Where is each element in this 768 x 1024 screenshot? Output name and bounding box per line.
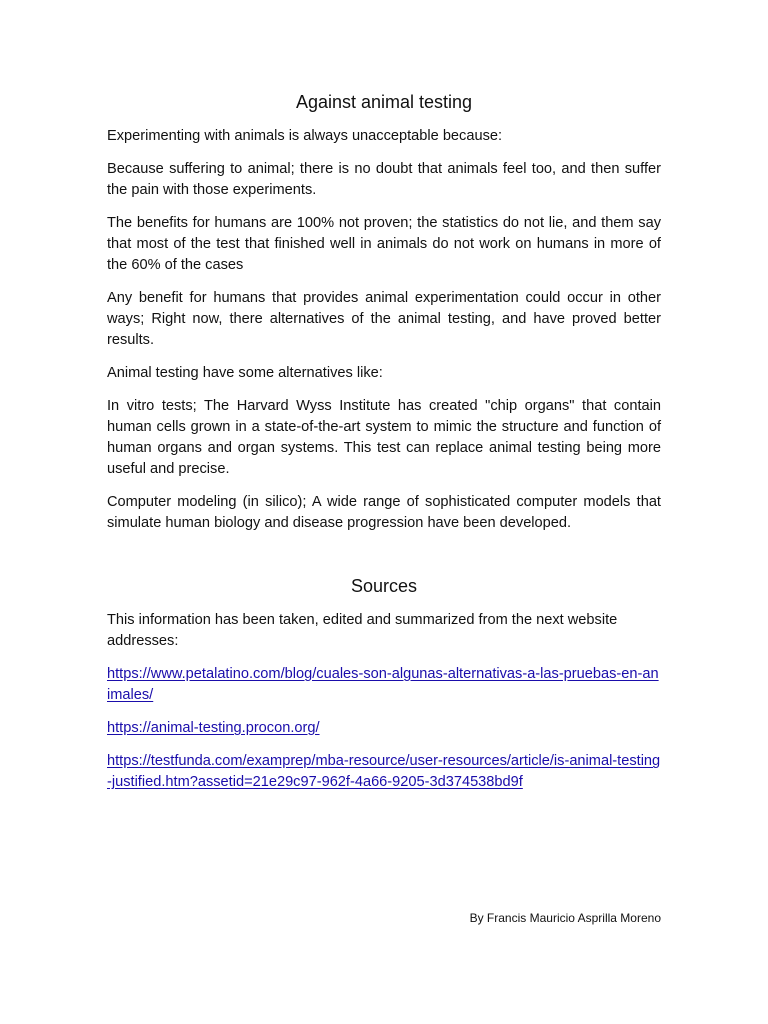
- sources-intro-paragraph: This information has been taken, edited and summarized from the next website addresses:: [107, 611, 618, 649]
- sources-heading: Sources: [350, 575, 418, 596]
- source-link-petalatino[interactable]: https://www.petalatino.com/blog/cuales-son-algunas-alternativas-a-las-pruebas-en-animales/: [107, 665, 659, 703]
- alternatives-intro-paragraph: Animal testing have some alternatives like:: [107, 365, 383, 382]
- in-vitro-paragraph: In vitro tests; The Harvard Wyss Institute has created "chip organs" that contain human cells grown in a state-of-the-art system to mimic the structure and function of human organs and organ systems. This test can replace animal testing being more useful and precise.: [107, 398, 661, 477]
- author-signature: By Francis Mauricio Asprilla Moreno: [469, 911, 661, 925]
- page-title: Against animal testing: [295, 92, 473, 112]
- argument-benefits-paragraph: The benefits for humans are 100% not proven; the statistics do not lie, and them say that most of the test that finished well in animals do not work on humans in more of the 60% of the cases: [107, 215, 661, 273]
- source-link-testfunda[interactable]: https://testfunda.com/examprep/mba-resource/user-resources/article/is-animal-testing-justified.htm?assetid=21e29c97-962f-4a66-9205-3d374538bd9f: [107, 753, 661, 791]
- source-link-procon[interactable]: https://animal-testing.procon.org/: [107, 719, 320, 736]
- argument-suffering-paragraph: Because suffering to animal; there is no doubt that animals feel too, and then suffer the pain with those experiments.: [107, 161, 661, 199]
- document-body: [107, 90, 661, 805]
- intro-paragraph: Experimenting with animals is always unacceptable because:: [107, 128, 503, 144]
- argument-alternatives-paragraph: Any benefit for humans that provides animal experimentation could occur in other ways; Right now, there alternatives of the animal testing, and have proved better results.: [107, 290, 661, 348]
- in-silico-paragraph: Computer modeling (in silico); A wide range of sophisticated computer models that simulate human biology and disease progression have been developed.: [107, 494, 661, 531]
